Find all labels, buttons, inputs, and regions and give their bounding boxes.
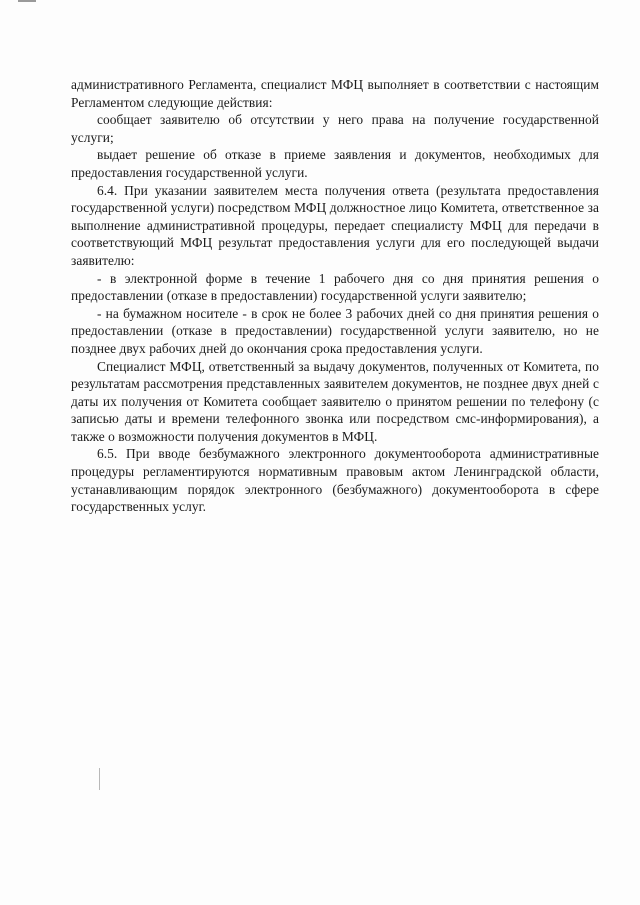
paragraph-continuation: административного Регламента, специалист МФЦ выполняет в соответствии с настоящим Регламентом следующие действия:	[71, 77, 599, 110]
paragraph-mfc-specialist: Специалист МФЦ, ответственный за выдачу документов, полученных от Комитета, по результатам рассмотрения представленных заявителем документов, не позднее двух дней с даты их получения от Комитета сообщает заявителю о принятом решении по телефону (с записью даты и времени телефонного звонка или посредством смс-информирования), а также о возможности получения документов в МФЦ.	[71, 358, 599, 444]
paragraph-section-6-5: 6.5. При вводе безбумажного электронного документооборота административные процедуры регламентируются нормативным правовым актом Ленинградской области, устанавливающим порядок электронного (безбумажного) документооборота в сфере государственных услуг.	[71, 446, 599, 515]
paragraph-electronic-form: - в электронной форме в течение 1 рабочего дня со дня принятия решения о предоставлении (отказе в предоставлении) государственной услуги заявителю;	[71, 270, 599, 304]
paragraph-paper-form: - на бумажном носителе - в срок не более 3 рабочих дней со дня принятия решения о предоставлении (отказе в предоставлении) государственной услуги заявителю, но не позднее двух рабочих дней до окончания срока предоставления услуги.	[71, 305, 599, 356]
paragraph-section-6-4: 6.4. При указании заявителем места получения ответа (результата предоставления государственной услуги) посредством МФЦ должностное лицо Комитета, ответственное за выполнение административной процедуры, передает специалисту МФЦ для передачи в соответствующий МФЦ результат предоставления услуги для его последующей выдачи заявителю:	[71, 182, 599, 268]
paragraph-refusal-decision: выдает решение об отказе в приеме заявления и документов, необходимых для предоставления государственной услуги.	[71, 147, 599, 180]
scan-corner-mark	[18, 0, 36, 2]
paragraph-no-right-notice: сообщает заявителю об отсутствии у него права на получение государственной услуги;	[71, 112, 599, 145]
scan-artifact-line	[99, 768, 100, 790]
document-body	[71, 76, 599, 516]
